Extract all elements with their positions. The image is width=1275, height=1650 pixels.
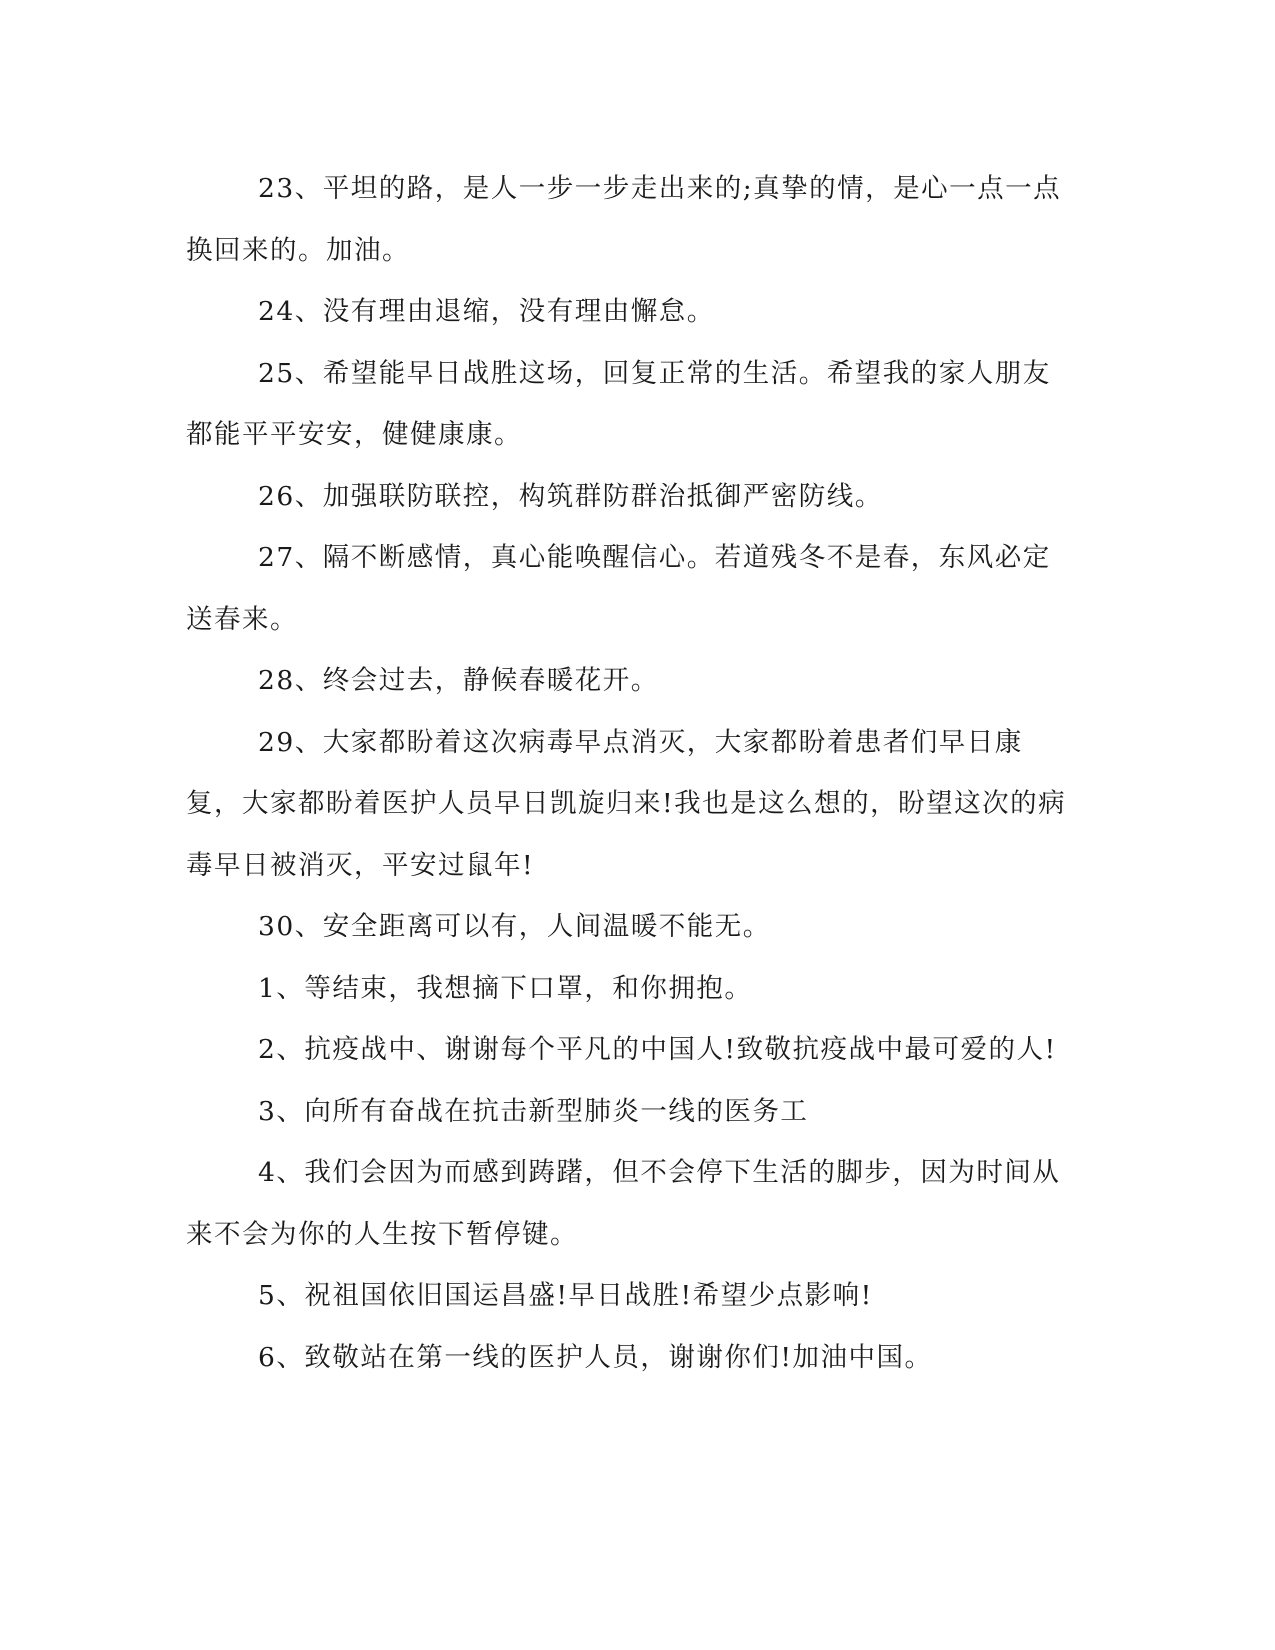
paragraph-line: 30、安全距离可以有，人间温暖不能无。 [258, 911, 771, 942]
paragraph [186, 281, 1072, 343]
paragraph-line: 26、加强联防联控，构筑群防群治抵御严密防线。 [258, 480, 883, 512]
paragraph-line: 2、抗疫战中、谢谢每个平凡的中国人!致敬抗疫战中最可爱的人! [258, 1034, 1057, 1065]
paragraph-line: 28、终会过去，静候春暖花开。 [258, 665, 659, 696]
paragraph-line: 1、等结束，我想摘下口罩，和你拥抱。 [258, 972, 753, 1004]
paragraph-line: 都能平平安安，健健康康。 [186, 419, 522, 450]
paragraph [186, 650, 1072, 712]
paragraph [186, 466, 1072, 528]
paragraph-line: 毒早日被消灭，平安过鼠年! [186, 849, 535, 881]
paragraph-line: 3、向所有奋战在抗击新型肺炎一线的医务工 [258, 1095, 809, 1127]
paragraph-line: 29、大家都盼着这次病毒早点消灭，大家都盼着患者们早日康复 [186, 726, 1023, 819]
paragraph [186, 527, 1072, 650]
paragraph-line: 23、平坦的路，是人一步一步走出来的;真挚的情，是心一点一点 [258, 173, 1062, 204]
paragraph-line: ，大家都盼着医护人员早日凯旋归来!我也是这么想的，盼望这次的病 [214, 788, 1067, 819]
paragraph-line: 5、祝祖国依旧国运昌盛!早日战胜!希望少点影响! [258, 1280, 873, 1311]
paragraph [186, 158, 1072, 281]
paragraph [186, 958, 1072, 1020]
paragraph-line: 4、我们会因为而感到踌躇，但不会停下生活的脚步，因为时间 [258, 1157, 1033, 1188]
paragraph [186, 1265, 1072, 1327]
paragraph [186, 1142, 1072, 1265]
paragraph [186, 1327, 1072, 1389]
paragraph-line: 6、致敬站在第一线的医护人员，谢谢你们!加油中国。 [258, 1341, 933, 1373]
paragraph-line: 换回来的。加油。 [186, 234, 410, 266]
paragraph [186, 712, 1072, 897]
paragraph [186, 343, 1072, 466]
paragraph [186, 1081, 1072, 1143]
paragraph-line: 24、没有理由退缩，没有理由懈怠。 [258, 296, 715, 327]
paragraph-line: 从来不会为你的人生按下暂停键。 [186, 1157, 1061, 1250]
paragraph-line: 25、希望能早日战胜这场，回复正常的生活。希望我的家人朋友 [258, 357, 1051, 389]
paragraph-line: 送春来。 [186, 603, 298, 635]
paragraph [186, 896, 1072, 958]
document-body [186, 158, 1072, 1388]
paragraph-line: 27、隔不断感情，真心能唤醒信心。若道残冬不是春，东风必定 [258, 542, 1051, 573]
paragraph [186, 1019, 1072, 1081]
